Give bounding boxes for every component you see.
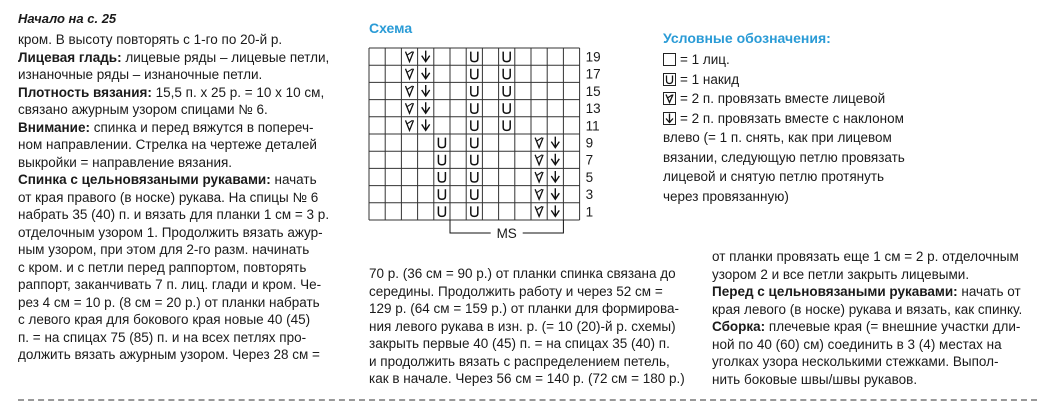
legend-k2tog-icon bbox=[663, 92, 676, 105]
yarn-over-icon bbox=[503, 52, 510, 62]
yarn-over-icon bbox=[471, 206, 478, 216]
decrease-left-arrow-icon bbox=[551, 137, 559, 148]
decrease-left-arrow-icon bbox=[551, 154, 559, 165]
yarn-over-icon bbox=[471, 120, 478, 130]
yarn-over-icon bbox=[438, 172, 445, 182]
line-text: плечевые края (= внешние участки дли- bbox=[765, 319, 1021, 334]
line-text: набрать 35 (40) п. и вязать для планки 1 см = 3 р. bbox=[18, 207, 330, 222]
legend-text-continued: лицевой и снятую петлю протянуть bbox=[663, 169, 885, 184]
line-text: нить боковые швы/швы рукавов. bbox=[712, 371, 918, 387]
line-text: ной по 40 (60) см) соединить в 3 (4) местах на bbox=[712, 336, 1002, 352]
legend bbox=[663, 50, 905, 206]
yarn-over-icon bbox=[471, 52, 478, 62]
section-heading: Сборка: bbox=[712, 319, 766, 334]
line-text: от планки провязать еще 1 см = 2 р. отделочным bbox=[712, 249, 1019, 264]
section-heading: Перед с цельновязаными рукавами: bbox=[712, 284, 958, 299]
row-number: 5 bbox=[585, 169, 594, 185]
yarn-over-icon bbox=[471, 172, 478, 182]
row-number: 13 bbox=[585, 101, 601, 117]
legend-text: = 1 лиц. bbox=[680, 52, 730, 67]
section-heading: Лицевая гладь: bbox=[18, 49, 122, 65]
row-number: 7 bbox=[585, 152, 594, 168]
legend-text-continued: влево (= 1 п. снять, как при лицевом bbox=[663, 130, 892, 145]
page-divider bbox=[18, 399, 1037, 401]
yarn-over-icon bbox=[438, 206, 445, 216]
section-heading: Спинка с цельновязаными рукавами: bbox=[18, 172, 271, 187]
continued-from-label: Начало на с. 25 bbox=[18, 11, 117, 26]
yarn-over-icon bbox=[438, 138, 445, 148]
yarn-over-icon bbox=[438, 189, 445, 199]
line-text: уголках узора несколькими стежками. Выпол- bbox=[712, 354, 999, 369]
row-number: 3 bbox=[585, 187, 594, 203]
legend-text: = 2 п. провязать вместе лицевой bbox=[680, 91, 886, 106]
yarn-over-icon bbox=[471, 86, 478, 96]
legend-item bbox=[663, 50, 905, 70]
decrease-left-arrow-icon bbox=[551, 188, 559, 199]
legend-item bbox=[663, 70, 905, 90]
section-heading: Внимание: bbox=[18, 119, 90, 135]
line-text: 129 р. (64 см = 159 р.) от планки для формирова- bbox=[369, 301, 680, 316]
legend-title: Условные обозначения: bbox=[663, 30, 831, 46]
scheme-title: Схема bbox=[369, 20, 413, 36]
decrease-left-arrow-icon bbox=[551, 205, 559, 216]
legend-item bbox=[663, 109, 905, 129]
line-text: от края правого (в носке) рукава. На спицы № 6 bbox=[18, 189, 319, 205]
line-text: связано ажурным узором спицами № 6. bbox=[18, 102, 268, 117]
line-text: и продолжить вязать с распределением петель, bbox=[369, 353, 670, 369]
line-text: рез 4 см = 10 р. (8 см = 20 р.) от планки набрать bbox=[18, 294, 320, 310]
line-text: ным узором, при этом для 2-го разм. начинать bbox=[18, 242, 310, 257]
row-number: 1 bbox=[585, 204, 594, 220]
line-text: 15,5 п. х 25 р. = 10 х 10 см, bbox=[151, 84, 325, 100]
line-text: как в начале. Через 56 см = 140 р. (72 см = 180 р.) bbox=[369, 371, 685, 386]
legend-text-continued: вязании, следующую петлю провязать bbox=[663, 149, 905, 165]
line-text: должить вязать ажурным узором. Через 28 см = bbox=[18, 347, 320, 362]
line-text: п. = на спицах 75 (85) п. и на всех петлях про- bbox=[18, 329, 307, 345]
line-text: выкройки = направление вязания. bbox=[18, 154, 233, 170]
yarn-over-icon bbox=[471, 155, 478, 165]
row-number: 17 bbox=[585, 66, 601, 82]
legend-knit-icon bbox=[663, 53, 676, 66]
line-text: начать bbox=[270, 172, 317, 187]
legend-item bbox=[663, 89, 905, 109]
decrease-left-arrow-icon bbox=[422, 68, 430, 79]
decrease-left-arrow-icon bbox=[422, 85, 430, 96]
line-text: раппорт, заканчивать 7 п. лиц. глади и кром. Че- bbox=[18, 277, 322, 292]
line-text: лицевые ряды – лицевые петли, bbox=[121, 49, 330, 65]
yarn-over-icon bbox=[503, 69, 510, 79]
line-text: спинка и перед вяжутся в попереч- bbox=[89, 119, 314, 135]
line-text: середины. Продолжить работу и через 52 см = bbox=[369, 283, 663, 299]
legend-text: = 2 п. провязать вместе с наклоном bbox=[680, 110, 904, 126]
line-text: узором 2 и все петли закрыть лицевыми. bbox=[712, 266, 970, 282]
yarn-over-icon bbox=[471, 189, 478, 199]
line-text: ном направлении. Стрелка на чертеже деталей bbox=[18, 137, 317, 152]
line-text: кром. В высоту повторять с 1-го по 20-й р. bbox=[18, 32, 283, 47]
yarn-over-icon bbox=[471, 138, 478, 148]
legend-text-continued: через провязанную) bbox=[663, 188, 789, 204]
row-number: 9 bbox=[585, 135, 594, 151]
line-text: с левого края для бокового края новые 40 (45) bbox=[18, 312, 311, 327]
legend-text: = 1 накид bbox=[680, 71, 740, 87]
row-number: 15 bbox=[585, 83, 601, 99]
yarn-over-icon bbox=[471, 69, 478, 79]
yarn-over-icon bbox=[471, 103, 478, 113]
line-text: отделочным узором 1. Продолжить вязать ажур- bbox=[18, 224, 323, 240]
yarn-over-icon bbox=[503, 86, 510, 96]
yarn-over-icon bbox=[438, 155, 445, 165]
yarn-over-icon bbox=[503, 120, 510, 130]
line-text: изнаночные ряды – изнаночные петли. bbox=[18, 67, 263, 82]
legend-decrease-left-icon bbox=[663, 112, 676, 125]
line-text: закрыть первые 40 (45) п. = на спицах 35 (40) п. bbox=[369, 336, 670, 351]
line-text: с кром. и с петли перед раппортом, повторять bbox=[18, 259, 307, 275]
row-number: 11 bbox=[585, 118, 600, 134]
yarn-over-icon bbox=[503, 103, 510, 113]
decrease-left-arrow-icon bbox=[422, 102, 430, 113]
decrease-left-arrow-icon bbox=[422, 119, 430, 130]
decrease-left-arrow-icon bbox=[422, 51, 430, 62]
legend-yarn-over-icon bbox=[663, 73, 676, 86]
line-text: начать от bbox=[957, 284, 1021, 299]
line-text: края левого (в носке) рукава и вязать, как спинку. bbox=[712, 301, 1023, 317]
section-heading: Плотность вязания: bbox=[18, 84, 152, 100]
decrease-left-arrow-icon bbox=[551, 171, 559, 182]
rapport-label: MS bbox=[496, 226, 517, 241]
row-number: 19 bbox=[585, 49, 601, 65]
line-text: 70 р. (36 см = 90 р.) от планки спинка связана до bbox=[369, 266, 676, 281]
line-text: ния левого рукава в изн. р. (= 10 (20)-й р. схемы) bbox=[369, 318, 676, 334]
